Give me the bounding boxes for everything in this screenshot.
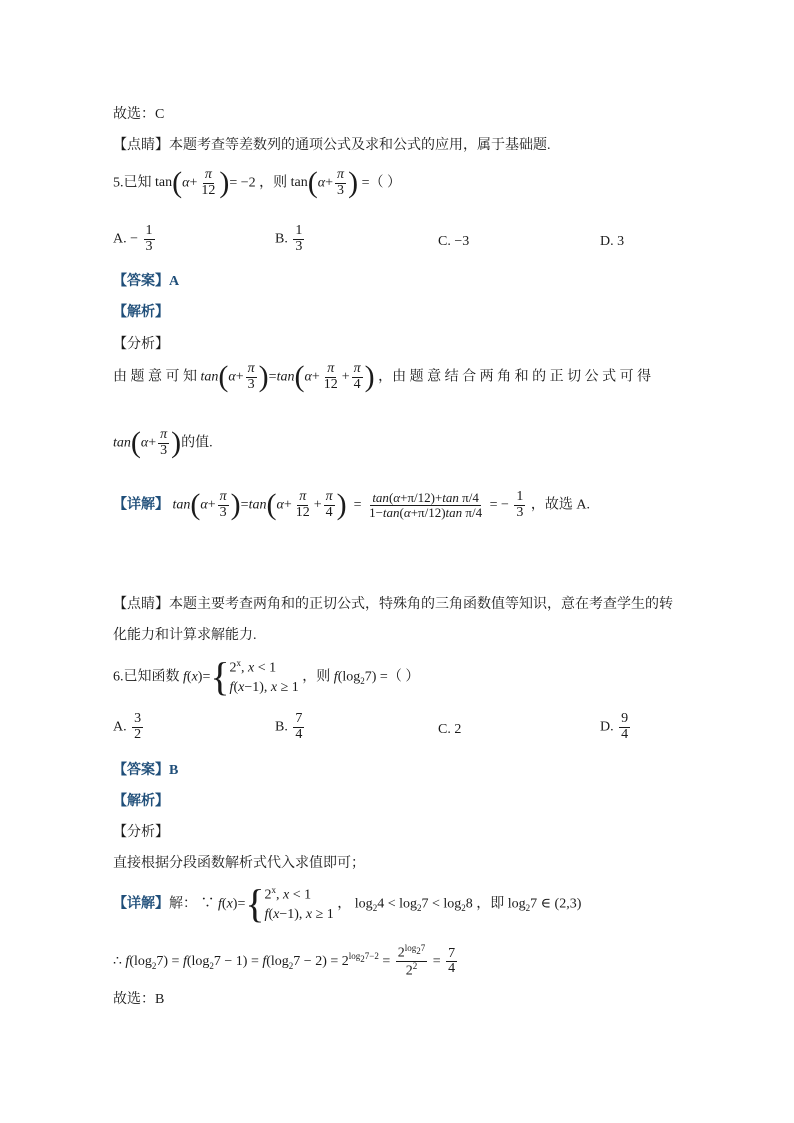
- q5-review-line2: 化能力和计算求解能力.: [113, 628, 257, 643]
- q5-analysis-tag: 【解析】: [113, 305, 169, 320]
- q6-option-a: A. $\frac{3}{2}$: [113, 711, 142, 742]
- q5-stem: 5.已知 tan(α+ $\frac{\pi}{12}$ )= −2 ，则 tan(α+ $\frac{\pi}{3}$ ) =（ ）: [113, 166, 401, 200]
- q5-detail: 【详解】 tan(α+ $\frac{\pi}{3}$ )=tan(α+ $\frac{\pi}{12}$ + $\frac{\pi}{4}$ ) = $\frac{\text{tan(α+π/12)+tan π/4}}{\text{1−tan(α+π/12)tan π/4}}$ = − $\frac{1}{3}$ ，故选 A.: [113, 488, 591, 522]
- q5-review-line1: 【点睛】本题主要考查两角和的正切公式，特殊角的三角函数值等知识，意在考查学生的转: [113, 597, 673, 612]
- q6-option-b: B. $\frac{7}{4}$: [275, 711, 303, 742]
- q5-option-a: A. − $\frac{1}{3}$: [113, 223, 153, 254]
- q5-fenxi-line2: tan(α+ $\frac{\pi}{3}$ )的值.: [113, 426, 213, 460]
- q6-option-d: D. $\frac{9}{4}$: [600, 711, 629, 742]
- q6-fenxi-text: 直接根据分段函数解析式代入求值即可；: [113, 856, 365, 871]
- q6-detail-result: ∴ $f(\log_27) = f(\log_27 - 1) = f(\log_27 - 2) = 2^{log_27-2}$ = $\frac{2^{log_27}}{2^2}$ = $\frac{7}{4}$: [113, 943, 456, 979]
- q5-option-c: C. −3: [438, 234, 470, 249]
- q6-detail: 【详解】解： ∵ f(x)={ 2$^x$, x < 1 f(x−1), x ≥ 1 ， $\log_24 < \log_27 < \log_28$ ，即 $\log_27$ ∈ (2,3): [113, 881, 582, 927]
- answer-line-q4: 故选：C: [113, 107, 165, 122]
- q5-answer: 【答案】A: [113, 274, 180, 289]
- q5-option-d: D. 3: [600, 234, 625, 249]
- q5-fenxi-tag: 【分析】: [113, 337, 169, 352]
- q6-analysis-tag: 【解析】: [113, 794, 169, 809]
- q6-option-c: C. 2: [438, 722, 462, 737]
- q6-stem: 6.已知函数 f(x)={ 2$^x$, x < 1 f(x−1), x ≥ 1 ，则 $f(\log_27)$ =（ ）: [113, 654, 420, 700]
- q6-final: 故选：B: [113, 992, 165, 1007]
- q6-fenxi-tag: 【分析】: [113, 825, 169, 840]
- q6-answer: 【答案】B: [113, 763, 179, 778]
- review-q4: 【点睛】本题考查等差数列的通项公式及求和公式的应用，属于基础题.: [113, 138, 551, 153]
- q5-fenxi-line1: 由 题 意 可 知 tan(α+ $\frac{\pi}{3}$ )=tan(α+ $\frac{\pi}{12}$ + $\frac{\pi}{4}$ ) ，由 题 意 结 合 两 角 和 的 正 切 公 式 可 得: [113, 360, 652, 394]
- q5-option-b: B. $\frac{1}{3}$: [275, 223, 303, 254]
